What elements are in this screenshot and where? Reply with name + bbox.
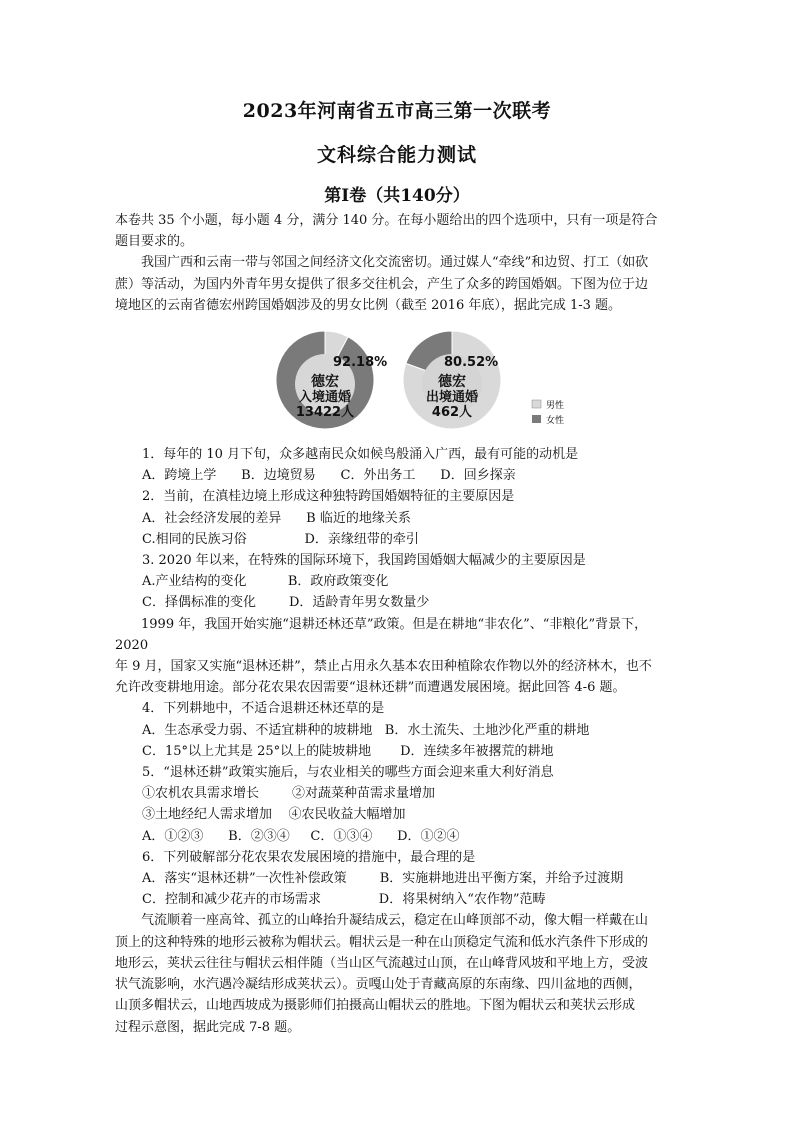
- passage3-line: 地形云，荚状云往往与帽状云相伴随（当山区气流越过山顶，在山峰背风坡和平地上方，受波: [115, 955, 649, 971]
- question-5-items: ③土地经纪人需求增加 ④农民收益大幅增加: [142, 807, 406, 823]
- question-2-options: A．社会经济发展的差异 B 临近的地缘关系: [142, 510, 411, 526]
- passage2-line: 允许改变耕地用途。部分花农果农因需要“退林还耕”而遭遇发展困境。据此回答 4-6 题。: [115, 680, 626, 696]
- question-1: 1．每年的 10 月下旬，众多越南民众如候鸟般涌入广西，最有可能的动机是: [142, 447, 579, 463]
- pie-outbound: [403, 331, 501, 429]
- question-4-options: A．生态承受力弱、不适宜耕种的坡耕地 B．水土流失、土地沙化严重的耕地: [142, 722, 590, 738]
- question-5-options: A．①②③ B．②③④ C．①③④ D．①②④: [142, 828, 460, 844]
- passage2-line: 年 9 月，国家又实施“退林还耕”，禁止占用永久基本农田种植除农作物以外的经济林木，也不: [115, 659, 652, 675]
- pie-percentage-label: 92.18%: [333, 355, 388, 371]
- question-3-options: A.产业结构的变化 B．政府政策变化: [142, 574, 389, 590]
- question-6: 6．下列破解部分花农果农发展困境的措施中，最合理的是: [142, 849, 476, 865]
- passage3-line: 山顶多帽状云，山地西坡成为摄影师们拍摄高山帽状云的胜地。下图为帽状云和荚状云形成: [115, 998, 636, 1014]
- pie-center-label: 13422人: [295, 405, 355, 421]
- exam-subtitle: 文科综合能力测试: [316, 144, 477, 166]
- question-1-options: A．跨境上学 B．边境贸易 C．外出务工 D．回乡探亲: [142, 468, 516, 484]
- exam-title: 2023年河南省五市高三第一次联考: [242, 100, 552, 122]
- pie-center-label: 出境通婚: [425, 390, 479, 406]
- pie-charts-svg: [115, 316, 680, 444]
- passage1-line: 蔗）等活动，为国内外青年男女提供了很多交往机会，产生了众多的跨国婚姻。下图为位于边: [115, 276, 649, 292]
- intro-line: 本卷共 35 个小题，每小题 4 分，满分 140 分。在每小题给出的四个选项中，只有一项是符合: [115, 213, 658, 228]
- pie-center-label: 入境通婚: [298, 390, 352, 406]
- legend-label-male: 男性: [546, 401, 565, 412]
- marriage-charts: [115, 316, 680, 444]
- pie-inbound: [276, 331, 387, 429]
- question-4: 4．下列耕地中，不适合退耕还林还草的是: [142, 701, 385, 717]
- pie-center-label: 德宏: [438, 374, 466, 391]
- chart-legend: [532, 399, 564, 426]
- pie-center-label: 德宏: [311, 374, 339, 391]
- passage3-line: 过程示意图，据此完成 7-8 题。: [115, 1019, 301, 1035]
- pie-percentage-label: 80.52%: [444, 355, 499, 371]
- passage3-line: 气流顺着一座高耸、孤立的山峰抬升凝结成云，稳定在山峰顶部不动，像大帽一样戴在山: [141, 913, 649, 929]
- question-5-items: ①农机农具需求增长 ②对蔬菜种苗需求量增加: [142, 786, 436, 802]
- section-title: 第Ⅰ卷（共140分）: [324, 186, 470, 206]
- question-3: 3. 2020 年以来，在特殊的国际环境下，我国跨国婚姻大幅减少的主要原因是: [142, 553, 586, 569]
- passage3-line: 顶上的这种特殊的地形云被称为帽状云。帽状云是一种在山顶稳定气流和低水汽条件下形成的: [115, 934, 649, 950]
- question-6-options: A．落实“退林还耕”一次性补偿政策 B．实施耕地进出平衡方案，并给予过渡期: [142, 871, 624, 887]
- legend-label-female: 女性: [546, 416, 565, 427]
- passage3-line: 状气流影响，水汽遇冷凝结形成荚状云）。贡嘎山处于青藏高原的东南缘、四川盆地的西侧，: [115, 977, 642, 993]
- passage1-line: 我国广西和云南一带与邻国之间经济文化交流密切。通过媒人“牵线”和边贸、打工（如砍: [141, 255, 649, 271]
- question-3-options: C．择偶标准的变化 D．适龄青年男女数量少: [142, 595, 430, 611]
- question-6-options: C．控制和减少花卉的市场需求 D．将果树纳入“农作物”范畴: [142, 892, 546, 908]
- legend-swatch-male: [532, 400, 541, 408]
- question-2-options: C.相同的民族习俗 D．亲缘纽带的牵引: [142, 531, 419, 547]
- pie-center-label: 462人: [431, 405, 473, 421]
- passage2-line: 1999 年，我国开始实施“退耕还林还草”政策。但是在耕地“非农化”、“非粮化”背景下，2020: [115, 616, 648, 653]
- intro-line: 题目要求的。: [115, 234, 194, 250]
- exam-body: [115, 210, 680, 1038]
- question-5: 5．“退林还耕”政策实施后，与农业相关的哪些方面会迎来重大利好消息: [142, 765, 554, 781]
- question-2: 2．当前，在滇桂边境上形成这种独特跨国婚姻特征的主要原因是: [142, 489, 515, 505]
- passage1-line: 境地区的云南省德宏州跨国婚姻涉及的男女比例（截至 2016 年底），据此完成 1-3 题。: [115, 297, 622, 313]
- question-4-options: C．15°以上尤其是 25°以上的陡坡耕地 D．连续多年被撂荒的耕地: [142, 743, 554, 759]
- legend-swatch-female: [532, 415, 541, 423]
